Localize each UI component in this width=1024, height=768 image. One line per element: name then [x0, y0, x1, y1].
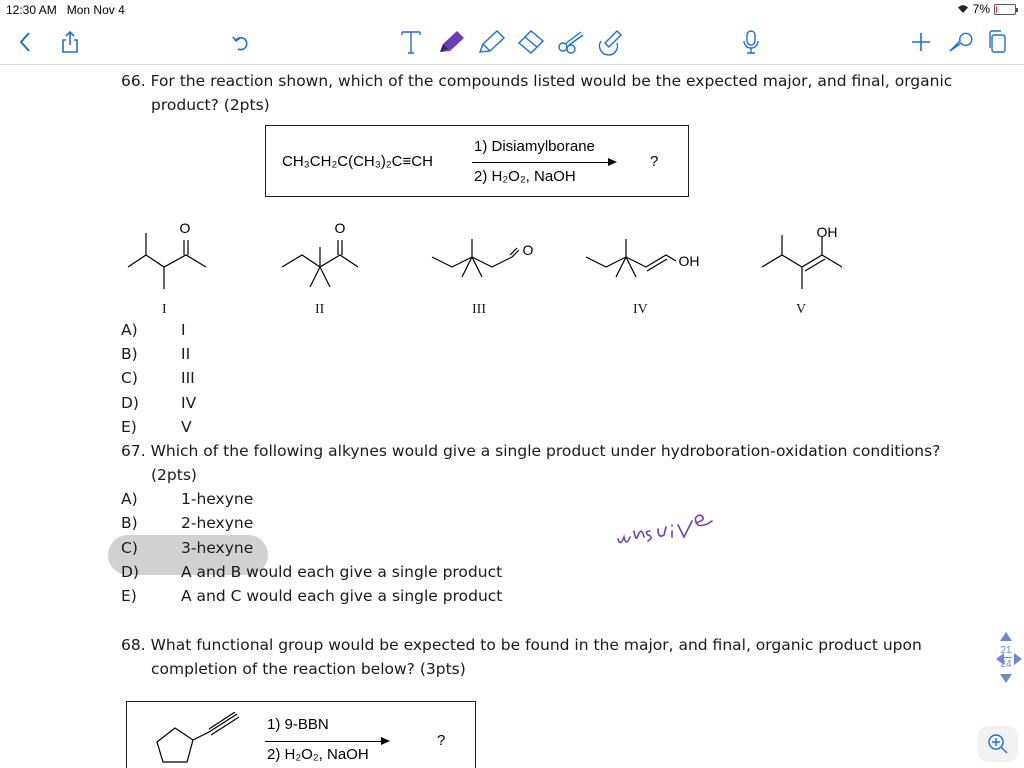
- battery-icon: [994, 4, 1016, 15]
- q66-arrowhead: [608, 158, 617, 166]
- wrench-icon[interactable]: [944, 27, 974, 57]
- back-icon[interactable]: [10, 27, 40, 57]
- q68-reaction-box: [126, 701, 476, 768]
- q66-choice-e-text: V: [181, 418, 192, 436]
- q68-arrowhead: [381, 737, 390, 745]
- status-right: [957, 2, 1016, 16]
- struct-label-iii: III: [472, 302, 486, 317]
- status-bar: [0, 0, 1024, 20]
- q68-text-line1: 68. What functional group would be expected to be found in the major, and final, organic product upon: [121, 636, 922, 654]
- q66-reaction-box: [265, 125, 689, 197]
- page-down-icon[interactable]: [1000, 674, 1012, 683]
- q66-choice-e-letter: E): [121, 418, 137, 436]
- page-scroll-arrow-left[interactable]: [996, 653, 1004, 665]
- zoom-in-icon: [987, 733, 1009, 755]
- q67-choice-b-text: 2-hexyne: [181, 514, 254, 532]
- handwritten-answer: [614, 507, 718, 551]
- share-icon[interactable]: [55, 27, 85, 57]
- struct-ii-oxygen: O: [334, 220, 346, 236]
- q67-choice-b-letter: B): [121, 514, 138, 532]
- q66-product: ?: [650, 153, 659, 170]
- undo-icon[interactable]: [226, 27, 256, 57]
- pen-tool-icon[interactable]: [436, 27, 466, 57]
- q68-cyclopentane-alkyne: [149, 712, 241, 768]
- q67-choice-d-text: A and B would each give a single product: [181, 563, 503, 581]
- pages-icon[interactable]: [983, 27, 1013, 57]
- page-up-icon[interactable]: [1000, 632, 1012, 641]
- q66-choice-c-text: III: [181, 369, 195, 387]
- q67-choice-c-letter: C): [121, 539, 138, 557]
- lasso-tool-icon[interactable]: [556, 27, 586, 57]
- struct-iv-oh: OH: [678, 253, 700, 269]
- q66-reaction-arrow: [472, 162, 612, 163]
- q68-step2: 2) H₂O₂, NaOH: [267, 746, 369, 763]
- text-tool-icon[interactable]: [396, 27, 426, 57]
- q66-choice-d-text: IV: [181, 394, 197, 412]
- struct-iii-oxygen: O: [522, 242, 534, 258]
- q66-choice-b-letter: B): [121, 345, 138, 363]
- page-scroll-arrow-right[interactable]: [1014, 653, 1022, 665]
- q67-text-line1: 67. Which of the following alkynes would give a single product under hydroboration-oxidation conditions?: [121, 442, 941, 460]
- q67-choice-c-text: 3-hexyne: [181, 539, 254, 557]
- q66-text-line2: product? (2pts): [151, 96, 270, 114]
- highlighter-tool-icon[interactable]: [476, 27, 506, 57]
- q66-choice-b-text: II: [181, 345, 191, 363]
- q67-choice-a-text: 1-hexyne: [181, 490, 254, 508]
- status-time: 12:30 AM Mon Nov 4: [6, 3, 125, 17]
- shape-tool-icon[interactable]: [594, 27, 624, 57]
- q68-text-line2: completion of the reaction below? (3pts): [151, 660, 466, 678]
- microphone-icon[interactable]: [736, 27, 766, 57]
- wifi-icon: [957, 4, 969, 14]
- q66-step2: 2) H₂O₂, NaOH: [474, 168, 576, 185]
- struct-label-v: V: [796, 302, 807, 317]
- q66-reactant: CH₃CH₂C(CH₃)₂C≡CH: [282, 153, 433, 170]
- struct-i-oxygen: O: [179, 220, 191, 236]
- q66-choice-a-letter: A): [121, 321, 138, 339]
- page-current: 21: [1000, 645, 1012, 656]
- eraser-tool-icon[interactable]: [516, 27, 546, 57]
- struct-v-oh: OH: [816, 224, 838, 240]
- q68-reaction-arrow: [265, 741, 385, 742]
- q66-structures: [0, 215, 1024, 325]
- app-toolbar: [0, 20, 1024, 65]
- q66-choice-d-letter: D): [121, 394, 139, 412]
- page-total: 24: [1000, 659, 1012, 670]
- q67-text-line2: (2pts): [151, 466, 197, 484]
- zoom-button[interactable]: [978, 726, 1018, 762]
- q67-choice-e-text: A and C would each give a single product: [181, 587, 503, 605]
- q67-choice-e-letter: E): [121, 587, 137, 605]
- q66-choice-c-letter: C): [121, 369, 138, 387]
- battery-percent: 7%: [972, 2, 990, 16]
- add-icon[interactable]: [906, 27, 936, 57]
- q67-choice-a-letter: A): [121, 490, 138, 508]
- q68-step1: 1) 9-BBN: [267, 716, 329, 733]
- q66-step1: 1) Disiamylborane: [474, 138, 595, 155]
- q68-product: ?: [437, 732, 446, 749]
- document-page[interactable]: [0, 65, 1024, 768]
- struct-label-iv: IV: [633, 302, 648, 317]
- struct-label-ii: II: [315, 302, 325, 317]
- q67-choice-d-letter: D): [121, 563, 139, 581]
- q66-choice-a-text: I: [181, 321, 186, 339]
- struct-label-i: I: [162, 302, 167, 317]
- q66-text-line1: 66. For the reaction shown, which of the compounds listed would be the expected major, and final, organic: [121, 72, 953, 90]
